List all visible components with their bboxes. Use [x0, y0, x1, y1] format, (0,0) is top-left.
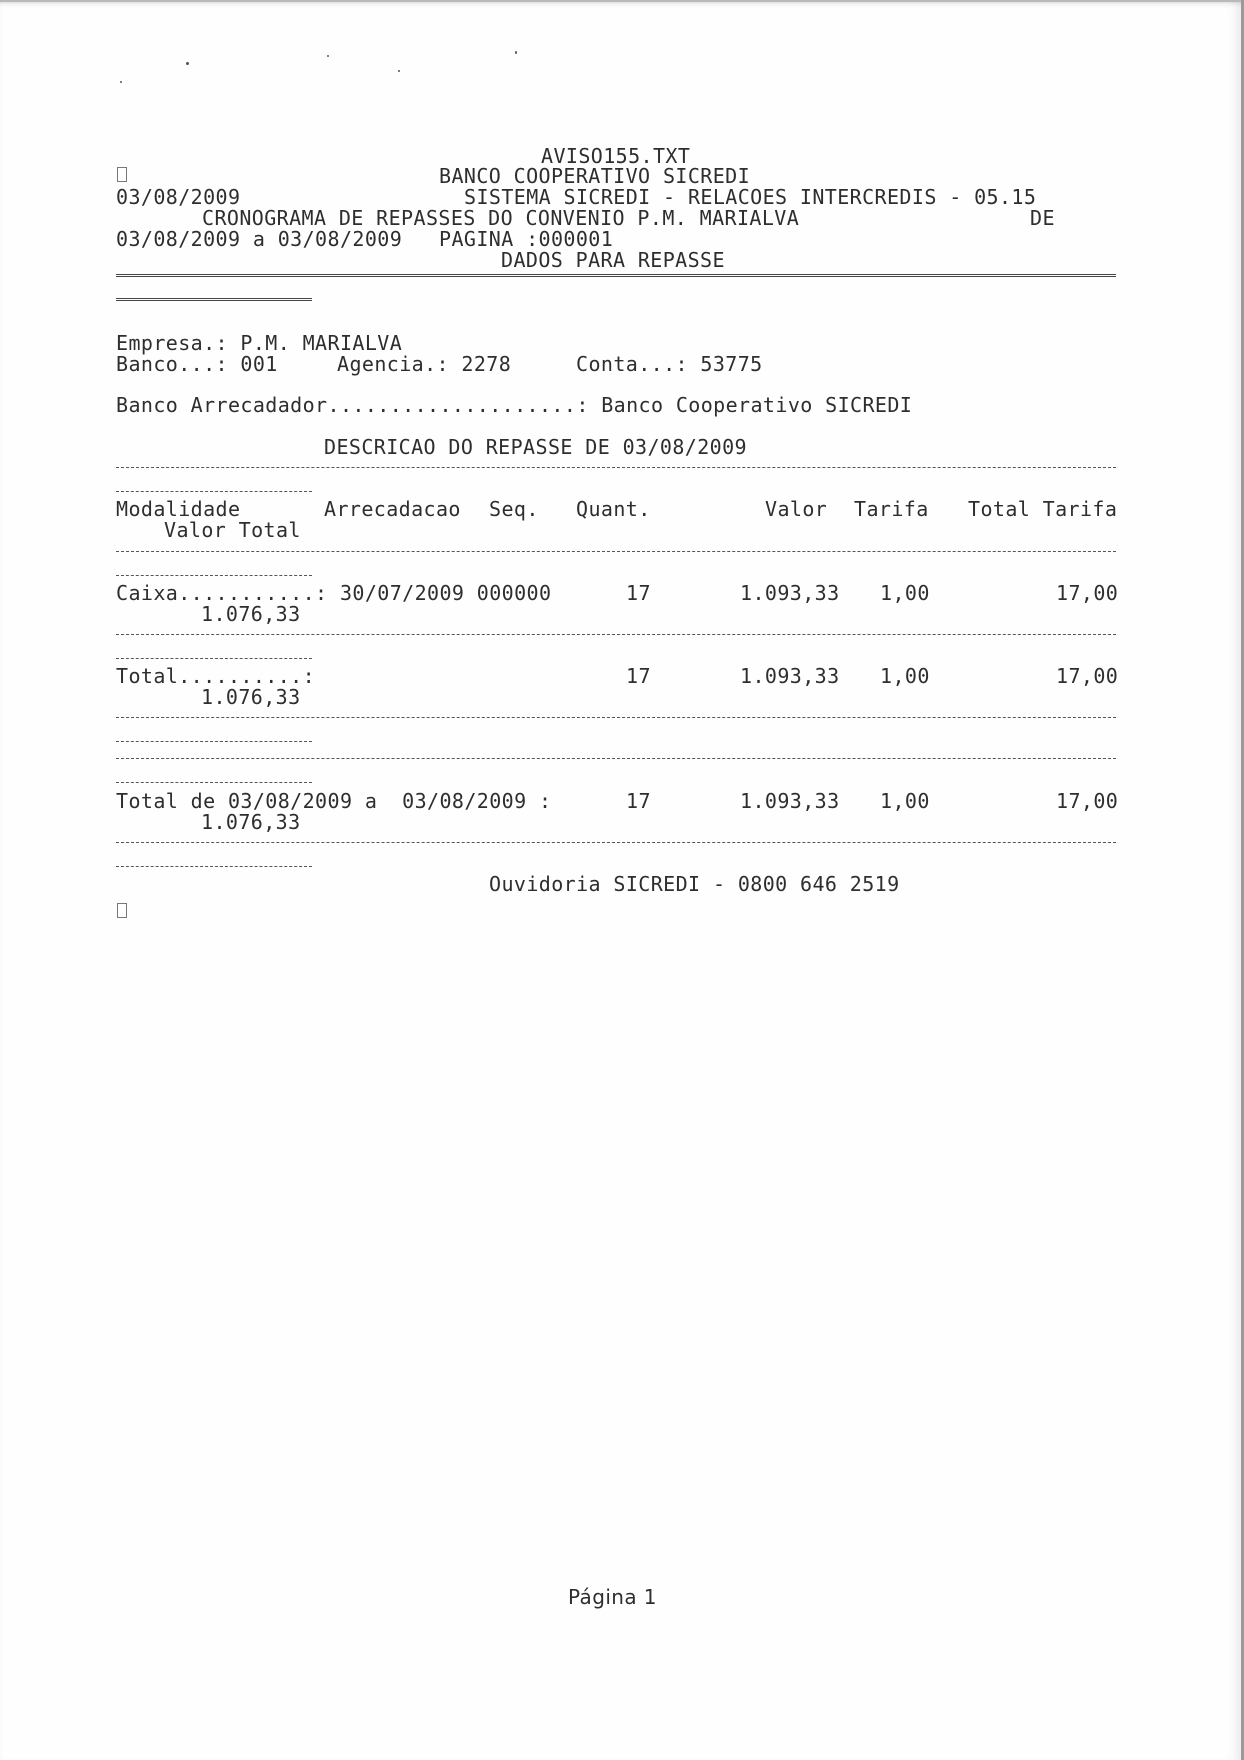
agencia-field: Agencia.: 2278 [337, 352, 512, 376]
conta-field: Conta...: 53775 [576, 352, 763, 376]
separator-dash-short [116, 658, 312, 659]
row-caixa-total-tarifa: 17,00 [1056, 581, 1119, 605]
missing-glyph-icon [117, 167, 127, 182]
separator-dash-long [116, 634, 1116, 635]
total-quant: 17 [626, 664, 651, 688]
banco-field: Banco...: 001 [116, 352, 278, 376]
separator-double-long [116, 274, 1116, 277]
scan-edge-top [0, 0, 1244, 2]
col-header-modalidade: Modalidade [116, 497, 241, 521]
total-tarifa: 1,00 [880, 664, 930, 688]
report-title-de: DE [1030, 206, 1055, 230]
period-total-quant: 17 [626, 789, 651, 813]
separator-dash-long [116, 717, 1116, 718]
footer-page-number: Página 1 [568, 1585, 657, 1609]
description-title: DESCRICAO DO REPASSE DE 03/08/2009 [324, 435, 747, 459]
report-title: CRONOGRAMA DE REPASSES DO CONVENIO P.M. MARIALVA [202, 206, 800, 230]
separator-dash-short [116, 491, 312, 492]
period-total-label: Total de 03/08/2009 a 03/08/2009 : [116, 789, 552, 813]
row-caixa-label: Caixa...........: 30/07/2009 000000 [116, 581, 552, 605]
separator-dash-short [116, 575, 312, 576]
col-header-arrecadacao: Arrecadacao [324, 497, 461, 521]
total-label: Total..........: [116, 664, 316, 688]
period-total-valor: 1.093,33 [740, 789, 840, 813]
section-title: DADOS PARA REPASSE [501, 248, 725, 272]
report-period: 03/08/2009 a 03/08/2009 [116, 227, 403, 251]
separator-dash-long [116, 758, 1116, 759]
col-header-seq: Seq. [489, 497, 539, 521]
period-total-total-tarifa: 17,00 [1056, 789, 1119, 813]
system-title: SISTEMA SICREDI - RELACOES INTERCREDIS - 05.15 [464, 185, 1037, 209]
separator-dash-long [116, 467, 1116, 468]
separator-dash-short [116, 866, 312, 867]
col-header-valor: Valor [765, 497, 828, 521]
col-header-tarifa: Tarifa [854, 497, 929, 521]
separator-dash-long [116, 551, 1116, 552]
arrecadador-line: Banco Arrecadador....................: Banco Cooperativo SICREDI [116, 393, 913, 417]
col-header-quant: Quant. [576, 497, 651, 521]
row-caixa-tarifa: 1,00 [880, 581, 930, 605]
scan-speck [186, 62, 189, 65]
missing-glyph-icon [117, 903, 127, 918]
row-caixa-valor: 1.093,33 [740, 581, 840, 605]
row-caixa-quant: 17 [626, 581, 651, 605]
total-valor-total: 1.076,33 [201, 685, 301, 709]
separator-dash-short [116, 782, 312, 783]
scan-speck [327, 55, 329, 57]
file-name: AVISO155.TXT [541, 144, 691, 168]
period-total-tarifa: 1,00 [880, 789, 930, 813]
separator-double-short [116, 298, 312, 301]
period-total-valor-total: 1.076,33 [201, 810, 301, 834]
scan-speck [120, 81, 122, 83]
ombudsman-contact: Ouvidoria SICREDI - 0800 646 2519 [489, 872, 900, 896]
col-header-valor-total: Valor Total [164, 518, 301, 542]
page-number-label: PAGINA :000001 [439, 227, 614, 251]
col-header-total-tarifa: Total Tarifa [968, 497, 1118, 521]
bank-name: BANCO COOPERATIVO SICREDI [439, 164, 751, 188]
total-total-tarifa: 17,00 [1056, 664, 1119, 688]
scan-speck [515, 51, 517, 54]
row-caixa-valor-total: 1.076,33 [201, 602, 301, 626]
scan-speck [398, 70, 400, 72]
empresa-line: Empresa.: P.M. MARIALVA [116, 331, 403, 355]
print-date: 03/08/2009 [116, 185, 241, 209]
separator-dash-long [116, 842, 1116, 843]
total-valor: 1.093,33 [740, 664, 840, 688]
separator-dash-short [116, 741, 312, 742]
